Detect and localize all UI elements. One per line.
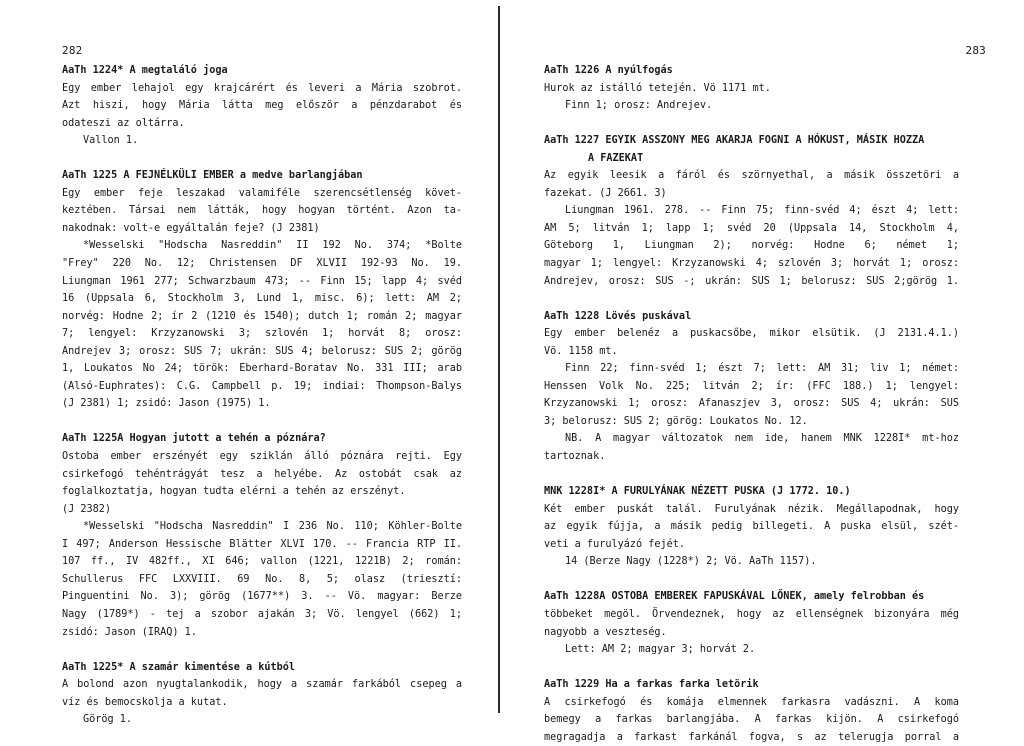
entry-heading: MNK 1228I* A FURULYÁNAK NÉZETT PUSKA (J 1772. 10.) (544, 486, 851, 498)
entry-heading: AaTh 1228A OSTOBA EMBEREK FAPUSKÁVAL LŐNEK, amely felrobban és (544, 591, 925, 603)
text-line: keztében. Társai nem látták, hogy hogyan történt. Azon ta- (62, 205, 462, 217)
text-line: Lett: AM 2; magyar 3; horvát 2. (565, 644, 756, 656)
text-line: odateszi az oltárra. (62, 117, 185, 129)
entry-heading: AaTh 1228 Lövés puskával (544, 310, 692, 322)
text-line: víz és bemocskolja a kutat. (62, 696, 228, 708)
text-line: magyar 1; lengyel: Krzyzanowski 4; szlovén 3; horvát 1; orosz: (544, 258, 959, 270)
text-line: bemegy a farkas barlangjába. A farkas kijön. A csirkefogó (544, 714, 959, 726)
text-line: veti a furulyázó fejét. (544, 538, 686, 550)
text-line: Görög 1. (83, 714, 133, 726)
text-line: 16 (Uppsala 6, Stockholm 3, Lund 1, misc. 6); lett: AM 2; (62, 293, 462, 305)
text-line: Nagy (1789*) - tej a szobor ajakán 3; Vö. lengyel (662) 1; (62, 608, 462, 620)
text-line: Göteborg 1, Liungman 2); norvég: Hodne 6; német 1; (544, 240, 959, 252)
text-line: Andrejev 3; orosz: SUS 7; ukrán: SUS 4; belorusz: SUS 2; görög (62, 345, 462, 357)
paragraph-gap (544, 659, 959, 677)
text-line: Pinguentini No. 3); görög (1677**) 3. -- Vö. magyar: Berze (62, 591, 462, 603)
text-line: fazekat. (J 2661. 3) (544, 187, 667, 199)
text-line: nagyobb a veszteség. (544, 626, 667, 638)
text-line: Ostoba ember erszényét egy sziklán álló póznára rejti. Egy (62, 451, 462, 463)
text-line: 1, Loukatos No 24; török: Eberhard-Boratav No. 331 III; arab (62, 363, 462, 375)
text-line: Krzyzanowski 1; orosz: Afanaszjev 3, orosz: SUS 4; ukrán: SUS (544, 398, 959, 410)
text-line: (J 2381) 1; zsidó: Jason (1975) 1. (62, 398, 271, 410)
text-line: Egy ember feje leszakad valamiféle szerencsétlenség követ- (62, 187, 462, 199)
text-line: Liungman 1961 277; Schwarzbaum 473; -- Finn 15; lapp 4; svéd (62, 275, 462, 287)
text-line: foglalkoztatja, hogyan tudta elérni a tehén az erszényt. (62, 486, 406, 498)
text-line: Két ember puskát talál. Furulyának nézik. Megállapodnak, hogy (544, 503, 959, 515)
text-line: 14 (Berze Nagy (1228*) 2; Vö. AaTh 1157). (565, 556, 817, 568)
paragraph-gap (544, 571, 959, 589)
text-line: *Wesselski "Hodscha Nasreddin" I 236 No. 110; Köhler-Bolte (83, 521, 462, 533)
text-line: (J 2382) (62, 503, 112, 515)
entry-heading: AaTh 1225* A szamár kimentése a kútból (62, 661, 296, 673)
text-line: Azt hiszi, hogy Mária látta meg először a pénzdarabot és (62, 100, 462, 112)
text-line: Egy ember lehajol egy krajcárért és leveri a Mária szobrot. (62, 82, 462, 94)
page-number: 282 (62, 44, 83, 57)
entry-heading: AaTh 1225A Hogyan jutott a tehén a póznára? (62, 433, 326, 445)
text-line: A bolond azon nyugtalankodik, hogy a szamár farkából csepeg a (62, 679, 462, 691)
text-line: Finn 22; finn-svéd 1; észt 7; lett: AM 31; liv 1; német: (565, 363, 959, 375)
entry-heading: AaTh 1226 A nyúlfogás (544, 65, 673, 76)
text-line: 3; belorusz: SUS 2; görög: Loukatos No. 12. (544, 415, 808, 427)
paragraph-gap (62, 413, 462, 431)
text-line: tartoznak. (544, 451, 606, 463)
text-line: I 497; Anderson Hessische Blätter XLVI 170. -- Francia RTP II. (62, 538, 462, 550)
text-line: Henssen Volk No. 225; litván 2; ír: (FFC 188.) 1; lengyel: (544, 380, 959, 392)
text-line: *Wesselski "Hodscha Nasreddin" II 192 No. 374; *Bolte (83, 240, 462, 252)
left-page (0, 0, 500, 726)
text-line: többeket megöl. Örvendeznek, hogy az ellenségnek bizonyára még (544, 608, 959, 620)
entry-heading: AaTh 1227 EGYIK ASSZONY MEG AKARJA FOGNI A HÓKUST, MÁSIK HOZZA (544, 135, 925, 147)
entry-heading: AaTh 1229 Ha a farkas farka letörik (544, 679, 759, 691)
text-line: norvég: Hodne 2; ír 2 (1210 és 1540); dutch 1; román 2; magyar (62, 310, 462, 322)
page-number: 283 (965, 44, 986, 57)
text-line: "Frey" 220 No. 12; Christensen DF XLVII 192-93 No. 19. (62, 258, 462, 270)
text-line: 107 ff., IV 482ff., XI 646; vallon (1221, 1221B) 2; román: (62, 556, 462, 568)
text-line: Az egyik leesik a fáról és szörnyethal, a másik összetöri a (544, 170, 959, 182)
text-line: (Alsó-Euphrates): C.G. Campbell p. 19; indiai: Thompson-Balys (62, 380, 462, 392)
text-line: Andrejev, orosz: SUS -; ukrán: SUS 1; belorusz: SUS 2;görög 1. (544, 275, 959, 287)
text-line: zsidó: Jason (IRAQ) 1. (62, 626, 197, 638)
entry-heading: AaTh 1224* A megtaláló joga (62, 65, 228, 76)
text-line: 7; lengyel: Krzyzanowski 3; szlovén 1; horvát 8; orosz: (62, 328, 462, 340)
left-text-column (62, 62, 462, 729)
text-line: A csirkefogó és komája elmennek farkasra vadászni. A koma (544, 696, 959, 708)
text-line: Liungman 1961. 278. -- Finn 75; finn-svéd 4; észt 4; lett: (565, 205, 959, 217)
text-line: AM 5; litván 1; lapp 1; svéd 20 (Uppsala 14, Stockholm 4, (544, 222, 959, 234)
text-line: Hurok az istálló tetején. Vö 1171 mt. (544, 82, 771, 94)
right-text-column (544, 62, 959, 746)
text-line: megragadja a farkast farkánál fogva, s az telerugja porral a (544, 731, 959, 743)
text-line: NB. A magyar változatok nem ide, hanem MNK 1228I* mt-hoz (565, 433, 959, 445)
text-line: Finn 1; orosz: Andrejev. (565, 100, 713, 112)
text-line: nakodnak: volt-e egyáltalán feje? (J 2381) (62, 222, 320, 234)
text-line: Egy ember belenéz a puskacsőbe, mikor elsütik. (J 2131.4.1.) (544, 328, 959, 340)
text-line: Schullerus FFC LXXVIII. 69 No. 8, 5; olasz (triesztí: (62, 573, 462, 585)
paragraph-gap (62, 641, 462, 659)
paragraph-gap (544, 115, 959, 133)
right-page (502, 0, 1024, 743)
text-line: az egyik fújja, a másik pedig billegeti. A puska elsül, szét- (544, 521, 959, 533)
paragraph-gap (62, 150, 462, 168)
text-line: Vallon 1. (83, 135, 139, 147)
text-line: Vö. 1158 mt. (544, 345, 618, 357)
paragraph-gap (544, 290, 959, 308)
entry-heading: AaTh 1225 A FEJNÉLKÜLI EMBER a medve barlangjában (62, 170, 363, 182)
paragraph-gap (544, 466, 959, 484)
text-line: csirkefogó tehéntrágyát tesz a helyébe. Az ostobát csak az (62, 468, 462, 480)
entry-heading: A FAZEKAT (588, 152, 644, 164)
